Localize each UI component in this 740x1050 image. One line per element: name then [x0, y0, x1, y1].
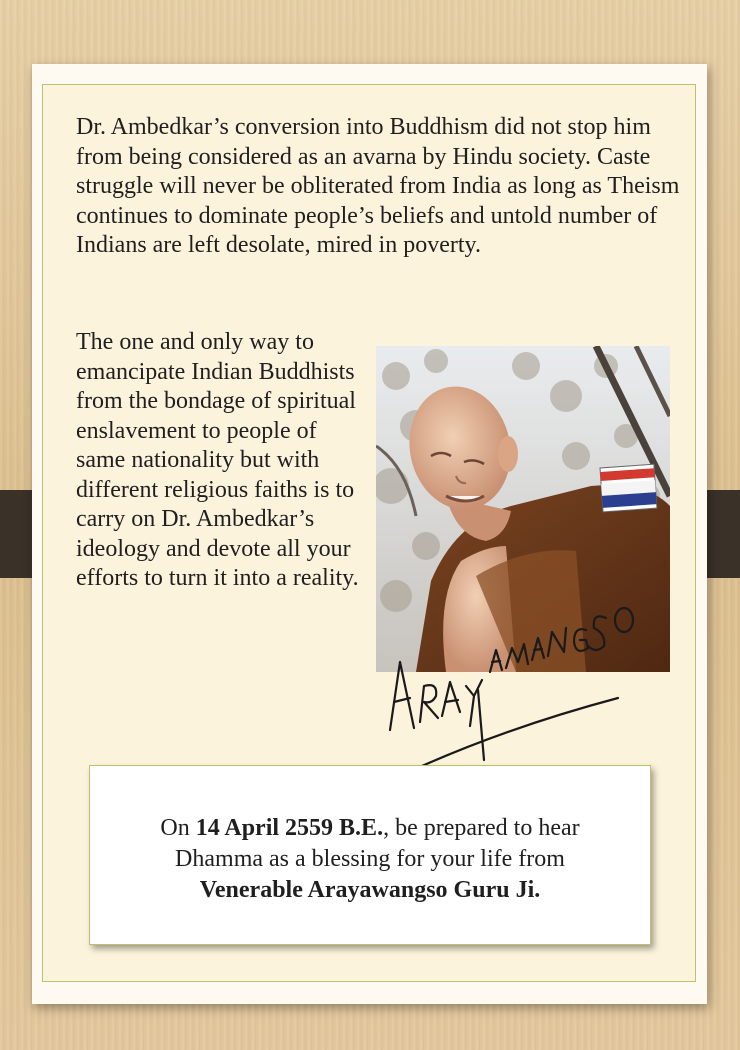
signature — [378, 590, 678, 790]
event-notice-text — [90, 813, 650, 906]
notice-line-1-suffix: , be prepared to hear — [383, 815, 580, 841]
notice-line-1-prefix: On — [160, 815, 196, 841]
intro-paragraph: Dr. Ambedkar’s conversion into Buddhism did not stop him from being considered as an avarna by Hindu society. Caste struggle will never be obliterated from India as long as Theism continues to dominate people’s beliefs and untold number of Indians are left desolate, mired in poverty. — [76, 114, 680, 258]
notice-line-3 — [90, 875, 650, 906]
message-paragraph: The one and only way to emancipate Indian Buddhists from the bondage of spiritual enslavement to people of same nationality but with different religious faiths is to carry on Dr. Ambedkar’s ideology and devote all your efforts to turn it into a reality. — [76, 329, 359, 591]
event-notice-box — [89, 765, 651, 945]
notice-line-2: Dhamma as a blessing for your life from — [175, 846, 565, 872]
event-date: 14 April 2559 B.E. — [195, 815, 384, 841]
speaker-name: Venerable Arayawangso Guru Ji. — [199, 877, 541, 903]
notice-line-1 — [90, 813, 650, 844]
